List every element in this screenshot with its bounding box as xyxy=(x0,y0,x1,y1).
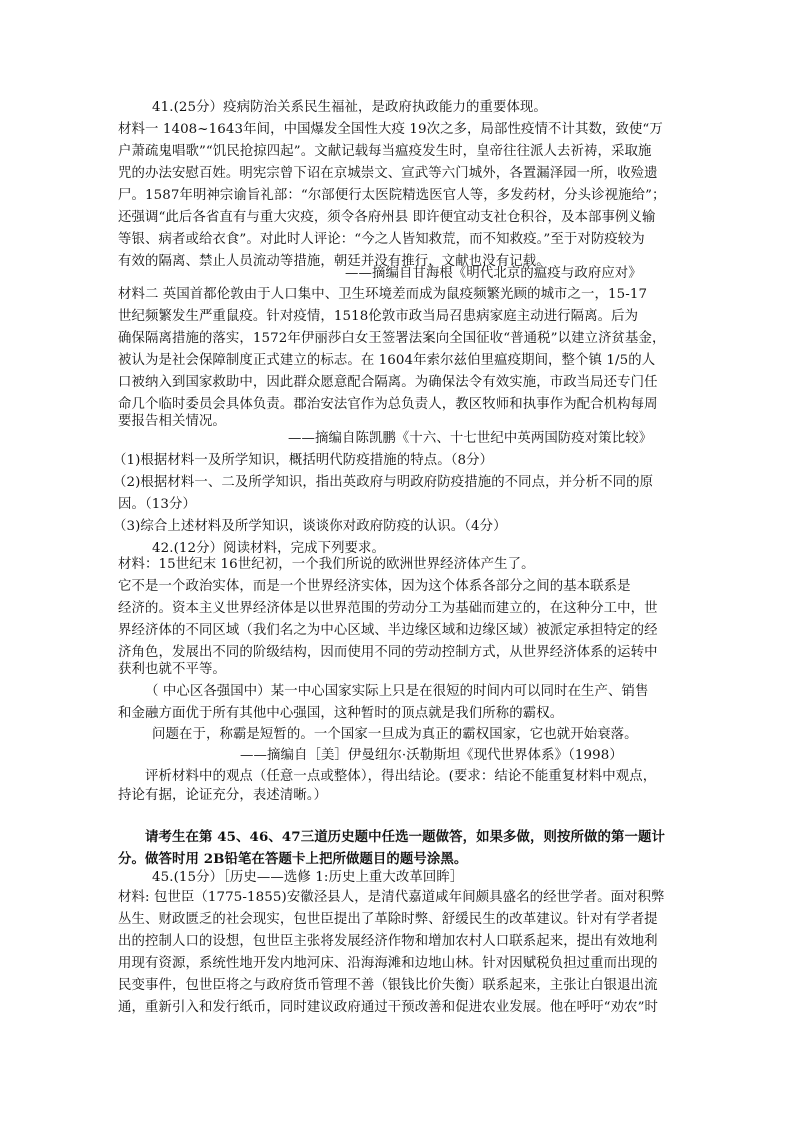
q41-m2-line: 材料二 英国首都伦敦由于人口集中、卫生环境差而成为鼠疫频繁光顾的城市之一，15-17 xyxy=(118,287,648,302)
q41-m1-line: 咒的办法安慰百姓。明宪宗曾下诏在京城崇文、宣武等六门城外，各置漏泽园一所，收殓遗 xyxy=(118,166,658,181)
q41-m1-line: 材料一 1408~1643年间，中国爆发全国性大疫 19次之多，局部性疫情不计其数，致使“万 xyxy=(118,122,663,137)
q41-question: （2)根据材料一、二及所学知识，指出英政府与明政府防疫措施的不同点，并分析不同的原 xyxy=(113,475,654,490)
q41-question: （1)根据材料一及所学知识，概括明代防疫措施的特点。（8分） xyxy=(113,453,494,468)
q41-m1-line: 有效的隔离、禁止人员流动等措施，朝廷并没有推行，文献也没有记载。 xyxy=(118,254,550,269)
selection-notice: 请考生在第 45、46、47三道历史题中任选一题做答，如果多做，则按所做的第一题计 xyxy=(145,829,665,845)
q41-m2-source: ——摘编自陈凯鹏《十六、十七世纪中英两国防疫对策比较》 xyxy=(288,431,653,446)
q42-line: 问题在于，称霸是短暂的。一个国家一旦成为真正的霸权国家，它也就开始衰落。 xyxy=(152,727,638,742)
q42-header: 42.(12分）阅读材料，完成下列要求。 xyxy=(152,541,386,556)
q41-question: 因。（13分） xyxy=(118,497,196,512)
q41-m1-source: ——摘编自甘海根《明代北京的瘟疫与政府应对》 xyxy=(345,266,642,281)
q42-line: 材料：15世纪末 16世纪初，一个我们所说的欧洲世界经济体产生了。 xyxy=(118,557,535,572)
q42-line: 经济的。资本主义世界经济体是以世界范围的劳动分工为基础而建立的，在这种分工中，世 xyxy=(118,601,658,616)
q42-line: 界经济体的不同区域（我们名之为中心区域、半边缘区域和边缘区域）被派定承担特定的经 xyxy=(118,623,658,638)
q45-line: 出的控制人口的设想，包世臣主张将发展经济作物和增加农村人口联系起来，提出有效地利 xyxy=(118,934,658,949)
q41-m2-line: 要报告相关情况。 xyxy=(118,414,226,429)
selection-notice: 分。做答时用 2B铅笔在答题卡上把所做题目的题号涂黑。 xyxy=(118,851,468,867)
q42-line: 获利也就不平等。 xyxy=(118,662,226,677)
q41-m2-line: 命几个临时委员会具体负责。郡治安法官作为总负责人，教区牧师和执事作为配合机构每周 xyxy=(118,397,658,412)
q45-line: 通，重新引入和发行纸币，同时建议政府通过干预改善和促进农业发展。他在呼吁“劝农”时 xyxy=(118,1000,659,1015)
q42-line: 它不是一个政治实体，而是一个世界经济实体，因为这个体系各部分之间的基本联系是 xyxy=(118,579,631,594)
q42-line: 济角色，发展出不同的阶级结构，因而使用不同的劳动控制方式，从世界经济体系的运转中 xyxy=(118,645,658,660)
q41-header: 41.(25分）疫病防治关系民生福祉，是政府执政能力的重要体现。 xyxy=(152,100,547,115)
q41-m1-line: 还强调“此后各省直有与重大灾疫，须令各府州县 即许便宜动支社仓积谷，及本部事例义输 xyxy=(118,210,656,225)
q45-line: 用现有资源，系统性地开发内地河床、沿海海滩和边地山林。针对因赋税负担过重而出现的 xyxy=(118,956,658,971)
q41-m1-line: 等银、病者或给衣食”。对此时人评论：“今之人皆知救荒，而不知救疫。”至于对防疫较为 xyxy=(118,232,645,247)
q42-task: 评析材料中的观点（任意一点或整体），得出结论。(要求：结论不能重复材料中观点， xyxy=(145,769,657,784)
q41-m2-line: 确保隔离措施的落实，1572年伊丽莎白女王签署法案向全国征收“普通税”以建立济贫基金， xyxy=(118,331,666,346)
q42-line: 和金融方面优于所有其他中心强国，这种暂时的顶点就是我们所称的霸权。 xyxy=(118,706,564,721)
q42-source: ——摘编自［美］伊曼纽尔·沃勒斯坦《现代世界体系》（1998） xyxy=(240,748,623,763)
q42-task: 持论有据，论证充分，表述清晰。） xyxy=(118,788,328,803)
q42-line: （ 中心区各强国中）某一中心国家实际上只是在很短的时间内可以同时在生产、销售 xyxy=(145,684,649,699)
q41-m1-line: 户萧疏鬼唱歌”“饥民抢掠四起”。文献记载每当瘟疫发生时，皇帝往往派人去祈祷，采取施 xyxy=(118,144,652,159)
q41-m2-line: 世纪频繁发生严重鼠疫。针对疫情，1518伦敦市政当局召患病家庭主动进行隔离。后为 xyxy=(118,309,639,324)
q45-line: 丛生、财政匮乏的社会现实，包世臣提出了革除时弊、舒缓民生的改革建议。针对有学者提 xyxy=(118,912,658,927)
q45-line: 材料: 包世臣（1775-1855)安徽泾县人，是清代嘉道咸年间颇具盛名的经世学者。面对积弊 xyxy=(118,890,665,905)
q45-header: 45.(15分）［历史——选修 1:历史上重大改革回眸］ xyxy=(152,870,464,885)
q45-line: 民变事件，包世臣将之与政府货币管理不善（银钱比价失衡）联系起来，主张让白银退出流 xyxy=(118,978,658,993)
q41-m2-line: 口被纳入到国家救助中，因此群众愿意配合隔离。为确保法令有效实施，市政当局还专门任 xyxy=(118,375,658,390)
q41-m1-line: 尸。1587年明神宗谕旨礼部：“尔部便行太医院精选医官人等，多发药材，分头诊视施给”； xyxy=(118,188,666,203)
q41-m2-line: 被认为是社会保障制度正式建立的标志。在 1604年索尔兹伯里瘟疫期间，整个镇 1/5的人 xyxy=(118,353,656,368)
q41-question: （3)综合上述材料及所学知识，谈谈你对政府防疫的认识。（4分） xyxy=(113,519,507,534)
